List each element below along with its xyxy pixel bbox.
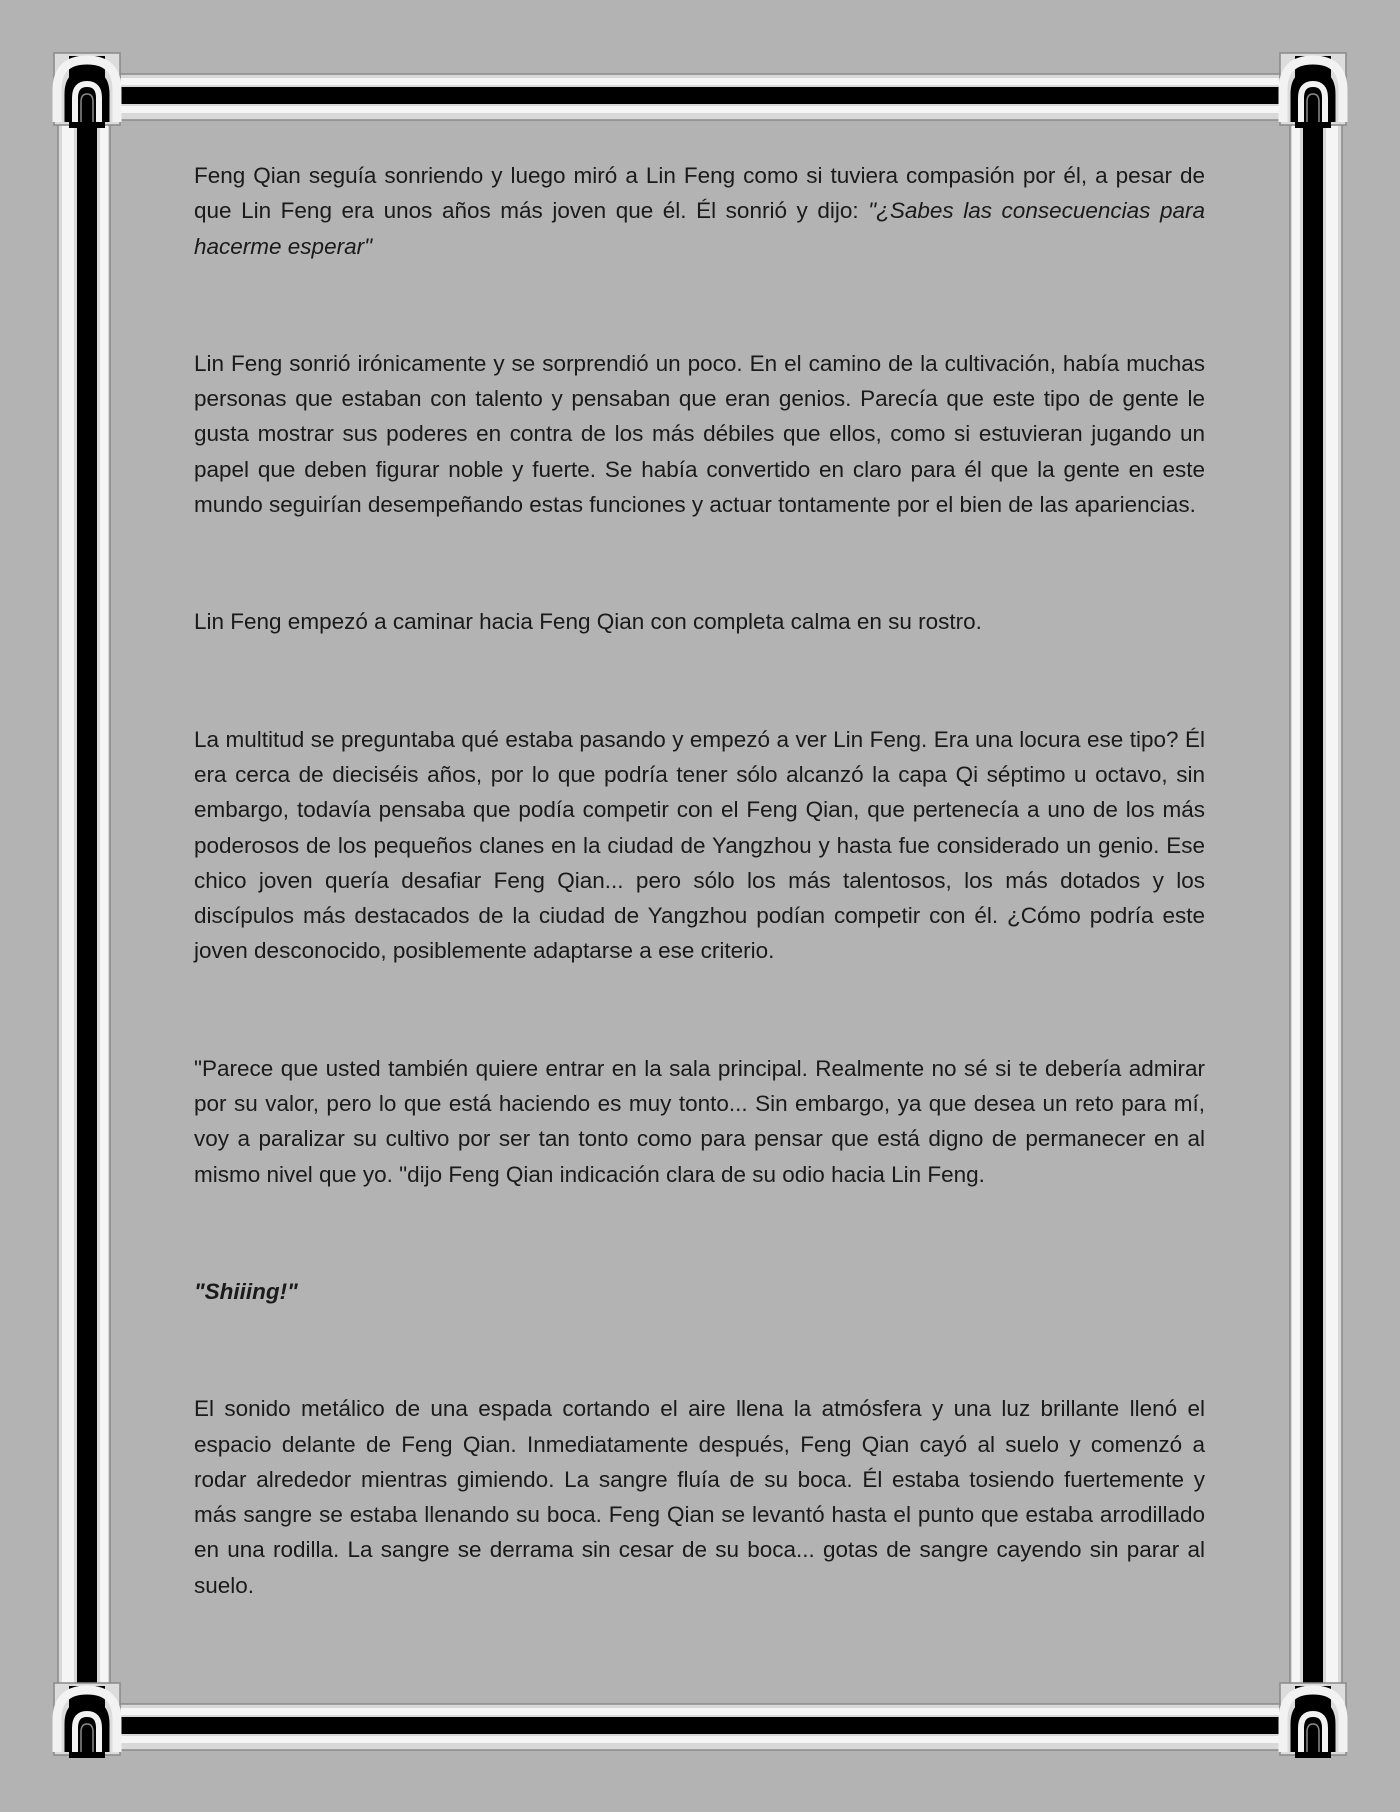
paragraph-spacer — [194, 969, 1205, 1051]
corner-ornament-bottom-right — [1280, 1683, 1346, 1758]
paragraph-spacer — [194, 1309, 1205, 1391]
paragraph-1-narration: Feng Qian seguía sonriendo y luego miró a Lin Feng como si tuviera compasión por él, a pesar de que Lin Feng era unos años más joven que él. Él sonrió y dijo: — [194, 163, 1205, 224]
corner-ornament-bottom-left — [54, 1683, 120, 1758]
right-border-bar — [1290, 120, 1342, 1704]
paragraph-spacer — [194, 1192, 1205, 1274]
paragraph-spacer — [194, 522, 1205, 604]
paragraph-1-quote: "¿Sabes las consecuencias para hacerme esperar" — [194, 198, 1205, 259]
sound-effect-line: "Shiiing!" — [194, 1278, 298, 1304]
corner-ornament-top-right — [1280, 53, 1346, 128]
paragraph-spacer — [194, 264, 1205, 346]
paragraph-5: "Parece que usted también quiere entrar en la sala principal. Realmente no sé si te debería admirar por su valor, pero lo que está haciendo es muy tonto... Sin embargo, ya que desea un reto para mí, voy a paralizar su cultivo por ser tan tonto como para pensar que está digno de permanecer en al mismo nivel que yo. "dijo Feng Qian indicación clara de su odio hacia Lin Feng. — [194, 1055, 1205, 1187]
bottom-border-bar — [120, 1704, 1280, 1750]
paragraph-3: Lin Feng empezó a caminar hacia Feng Qian con completa calma en su rostro. — [194, 609, 982, 635]
paragraph-7: El sonido metálico de una espada cortando el aire llena la atmósfera y una luz brillante llenó el espacio delante de Feng Qian. Inmediatamente después, Feng Qian cayó al suelo y comenzó a rodar alrededor mientras gimiendo. La sangre fluía de su boca. Él estaba tosiendo fuertemente y más sangre se estaba llenando su boca. Feng Qian se levantó hasta el punto que estaba arrodillado en una rodilla. La sangre se derrama sin cesar de su boca... gotas de sangre cayendo sin parar al suelo. — [194, 1396, 1205, 1598]
corner-ornament-top-left — [54, 53, 120, 128]
paragraph-4: La multitud se preguntaba qué estaba pasando y empezó a ver Lin Feng. Era una locura ese tipo? Él era cerca de dieciséis años, por lo que podría tener sólo alcanzó la capa Qi séptimo u octavo, sin embargo, todavía pensaba que podía competir con el Feng Qian, que pertenecía a uno de los más poderosos de los pequeños clanes en la ciudad de Yangzhou y hasta fue considerado un genio. Ese chico joven quería desafiar Feng Qian... pero sólo los más talentosos, los más dotados y los discípulos más destacados de la ciudad de Yangzhou podían competir con él. ¿Cómo podría este joven desconocido, posiblemente adaptarse a ese criterio. — [194, 726, 1205, 964]
paragraph-1 — [194, 158, 1205, 264]
left-border-bar — [58, 120, 110, 1704]
paragraph-2: Lin Feng sonrió irónicamente y se sorprendió un poco. En el camino de la cultivación, había muchas personas que estaban con talento y pensaban que eran genios. Parecía que este tipo de gente le gusta mostrar sus poderes en contra de los más débiles que ellos, como si estuvieran jugando un papel que deben figurar noble y fuerte. Se había convertido en claro para él que la gente en este mundo seguirían desempeñando estas funciones y actuar tontamente por el bien de las apariencias. — [194, 350, 1205, 518]
page-body-text — [194, 158, 1205, 1603]
paragraph-spacer — [194, 640, 1205, 722]
top-border-bar — [120, 74, 1280, 120]
